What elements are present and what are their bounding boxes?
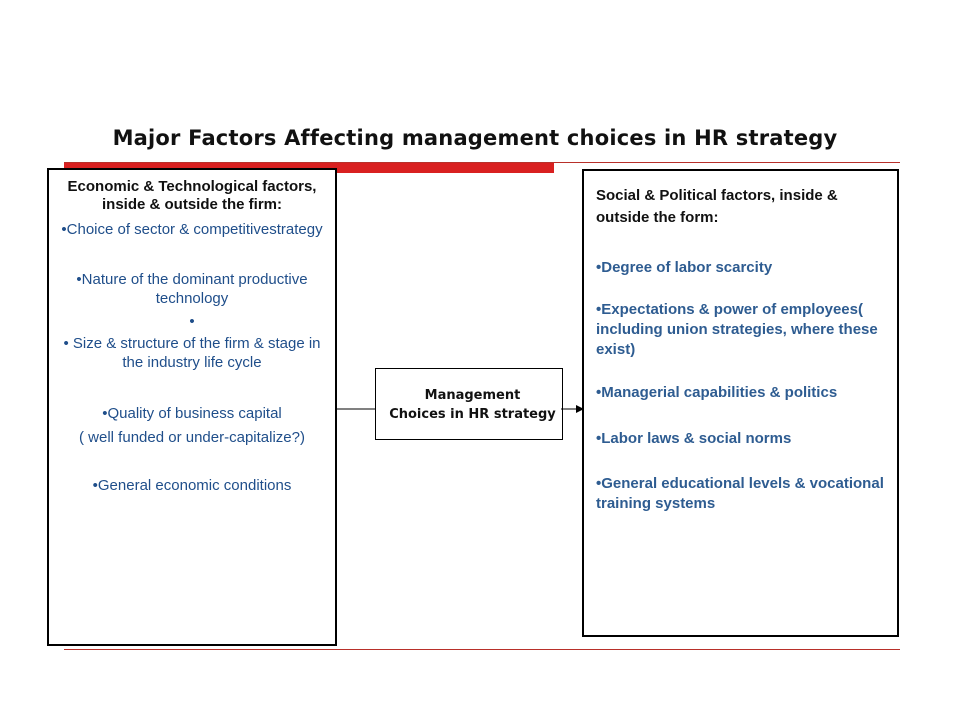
left-item-size-structure: • Size & structure of the firm & stage in the industry life cycle: [63, 335, 321, 371]
management-choices-line2: Choices in HR strategy: [389, 407, 556, 422]
left-item-empty-bullet: •: [189, 313, 195, 330]
diagram-title: Major Factors Affecting management choices in HR strategy: [112, 126, 838, 150]
management-choices-line1: Management: [424, 388, 521, 403]
left-item-productive-technology: •Nature of the dominant productive technology: [76, 271, 308, 307]
left-item-sector-strategy: •Choice of sector & competitivestrategy: [61, 221, 323, 238]
left-box-heading: Economic & Technological factors, inside & outside the firm:: [67, 178, 317, 213]
right-item-labor-laws: •Labor laws & social norms: [596, 430, 792, 447]
left-item-business-capital: •Quality of business capital: [102, 405, 282, 422]
right-item-employee-expectations: •Expectations & power of employees( including union strategies, where these exist): [596, 301, 878, 358]
social-political-factors-box: [582, 169, 899, 637]
right-item-education-training: •General educational levels & vocational training systems: [596, 475, 884, 512]
right-box-heading: Social & Political factors, inside & outside the form:: [596, 187, 838, 226]
right-item-labor-scarcity: •Degree of labor scarcity: [596, 259, 773, 276]
left-item-capital-note: ( well funded or under-capitalize?): [79, 429, 305, 446]
bottom-divider-line: [64, 649, 900, 650]
right-item-managerial-capabilities: •Managerial capabilities & politics: [596, 384, 838, 401]
left-item-economic-conditions: •General economic conditions: [92, 477, 292, 494]
